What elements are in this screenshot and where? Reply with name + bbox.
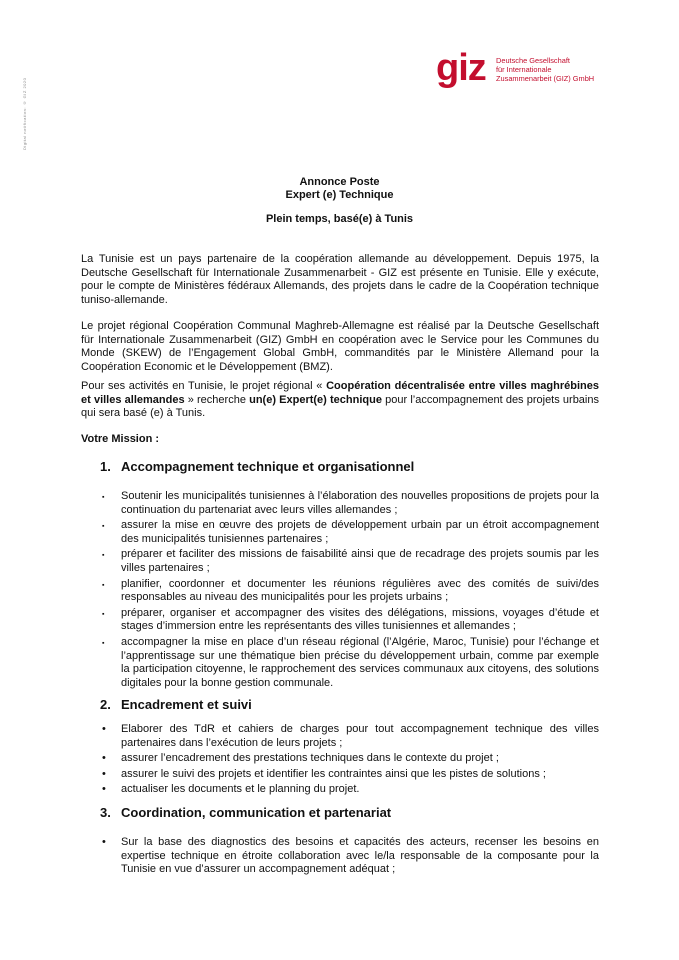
bullet-marker: • — [102, 723, 106, 735]
list-item-text: assurer l’encadrement des prestations techniques dans le contexte du projet ; — [121, 752, 499, 765]
list-item-text: Soutenir les municipalités tunisiennes à l’élaboration des nouvelles propositions de projets pour la continuation du partenariat avec leurs villes allemandes ; — [121, 490, 599, 516]
role-name: un(e) Expert(e) technique — [249, 393, 382, 406]
side-note: Digital notification: © GIZ 2020 — [22, 77, 27, 150]
bullet-marker: ▪ — [102, 610, 105, 618]
list-item — [100, 490, 599, 517]
section-number: 2. — [100, 697, 111, 712]
section-heading: Coordination, communication et partenariat — [121, 805, 392, 820]
logo-line: für Internationale — [496, 65, 552, 74]
logo-line: Zusammenarbeit (GIZ) GmbH — [496, 74, 595, 83]
list-item — [100, 752, 599, 766]
section-list — [100, 836, 599, 879]
logo-text — [496, 56, 594, 83]
list-item — [100, 723, 599, 750]
logo-line: Deutsche Gesellschaft — [496, 56, 570, 65]
bullet-marker: • — [102, 752, 106, 765]
list-item-text: préparer, organiser et accompagner des visites des délégations, missions, voyages d’étude et stages d’immersion entre les représentants des villes tunisiennes et allemandes ; — [121, 606, 599, 633]
section-title — [100, 697, 252, 712]
bullet-marker: ▪ — [102, 552, 105, 560]
bullet-marker: • — [102, 783, 106, 796]
list-item — [100, 578, 599, 605]
bullet-marker: • — [102, 836, 106, 848]
list-item-text: assurer le suivi des projets et identifier les contraintes ainsi que les pistes de solutions ; — [121, 767, 546, 780]
list-item — [100, 607, 599, 634]
list-item-text: préparer et faciliter des missions de faisabilité ainsi que de recadrage des projets soumis par les villes partenaires ; — [121, 548, 599, 574]
intro-paragraph: La Tunisie est un pays partenaire de la coopération allemande au développement. Depuis 1975, la Deutsche Gesellschaft für Internationale Zusammenarbeit - GIZ est présente en Tunisie. Elle y exécute, pour le compte de Ministères fédéraux Allemands, des projets dans le cadre de la Coopération technique tuniso-allemande. — [81, 253, 599, 306]
logo-mark: giz — [436, 47, 486, 89]
list-item — [100, 636, 599, 690]
bullet-marker: ▪ — [102, 523, 105, 531]
bullet-marker: ▪ — [102, 494, 105, 501]
list-item-text: accompagner la mise en place d’un réseau régional (l’Algérie, Maroc, Tunisie) pour l’échange et l’apprentissage sur une thématique bien précise du développement urbain, comme par exemple la participation citoyenne, le rapprochement des services communaux aux citoyens, des solutions digitales pour la bonne gestion communale. — [121, 635, 599, 689]
position-location: Plein temps, basé(e) à Tunis — [265, 213, 414, 225]
section-heading: Accompagnement technique et organisationnel — [121, 459, 415, 474]
list-item — [100, 768, 599, 782]
project-paragraph: Le projet régional Coopération Communal Maghreb-Allemagne est réalisé par la Deutsche Gesellschaft für Internationale Zusammenarbeit (GIZ) GmbH en coopération avec le Service pour les Communes du Monde (SKEW) de l’Engagement Global GmbH, commandités par le Ministère Allemand pour la Coopération Economic et le Développement (BMZ). — [81, 320, 599, 373]
bullet-marker: ▪ — [102, 639, 105, 647]
project-name: Coopération décentralisée entre villes maghrébines et villes allemandes — [81, 380, 599, 406]
list-item-text: actualiser les documents et le planning du projet. — [121, 783, 360, 796]
list-item-text: Elaborer des TdR et cahiers de charges pour tout accompagnement technique des villes partenaires dans l’exécution de leurs projets ; — [121, 723, 599, 749]
mission-label: Votre Mission : — [81, 433, 160, 445]
list-item — [100, 783, 599, 797]
activities-text: » recherche — [184, 393, 250, 406]
section-title — [100, 805, 391, 820]
list-item — [100, 548, 599, 575]
list-item — [100, 836, 599, 877]
list-item-text: assurer la mise en œuvre des projets de développement urbain par un étroit accompagnement des municipalités tunisiennes partenaires ; — [121, 519, 599, 545]
announcement-title: Annonce Poste — [299, 176, 380, 188]
section-heading: Encadrement et suivi — [121, 697, 252, 712]
section-list — [100, 723, 599, 799]
bullet-marker: • — [102, 767, 106, 780]
section-title — [100, 459, 414, 474]
giz-logo — [436, 47, 616, 92]
activities-text: pour l’accompagnement des projets urbains qui sera basé (e) à Tunis. — [81, 393, 599, 420]
position-title: Expert (e) Technique — [285, 189, 394, 201]
section-number: 3. — [100, 805, 111, 820]
section-number: 1. — [100, 459, 111, 474]
activities-text: Pour ses activités en Tunisie, le projet régional « — [81, 380, 323, 392]
list-item-text: Sur la base des diagnostics des besoins et capacités des acteurs, recenser les besoins en expertise technique en étroite collaboration avec le/la responsable de la composante pour la Tunisie en vue d’assurer un accompagnement adéquat ; — [121, 836, 599, 876]
list-item — [100, 519, 599, 546]
section-list — [100, 490, 599, 692]
bullet-marker: ▪ — [102, 581, 105, 589]
list-item-text: planifier, coordonner et documenter les réunions régulières avec des comités de suivi/des responsables au niveau des municipalités pour les projets urbains ; — [121, 577, 599, 604]
activities-paragraph — [81, 380, 599, 421]
